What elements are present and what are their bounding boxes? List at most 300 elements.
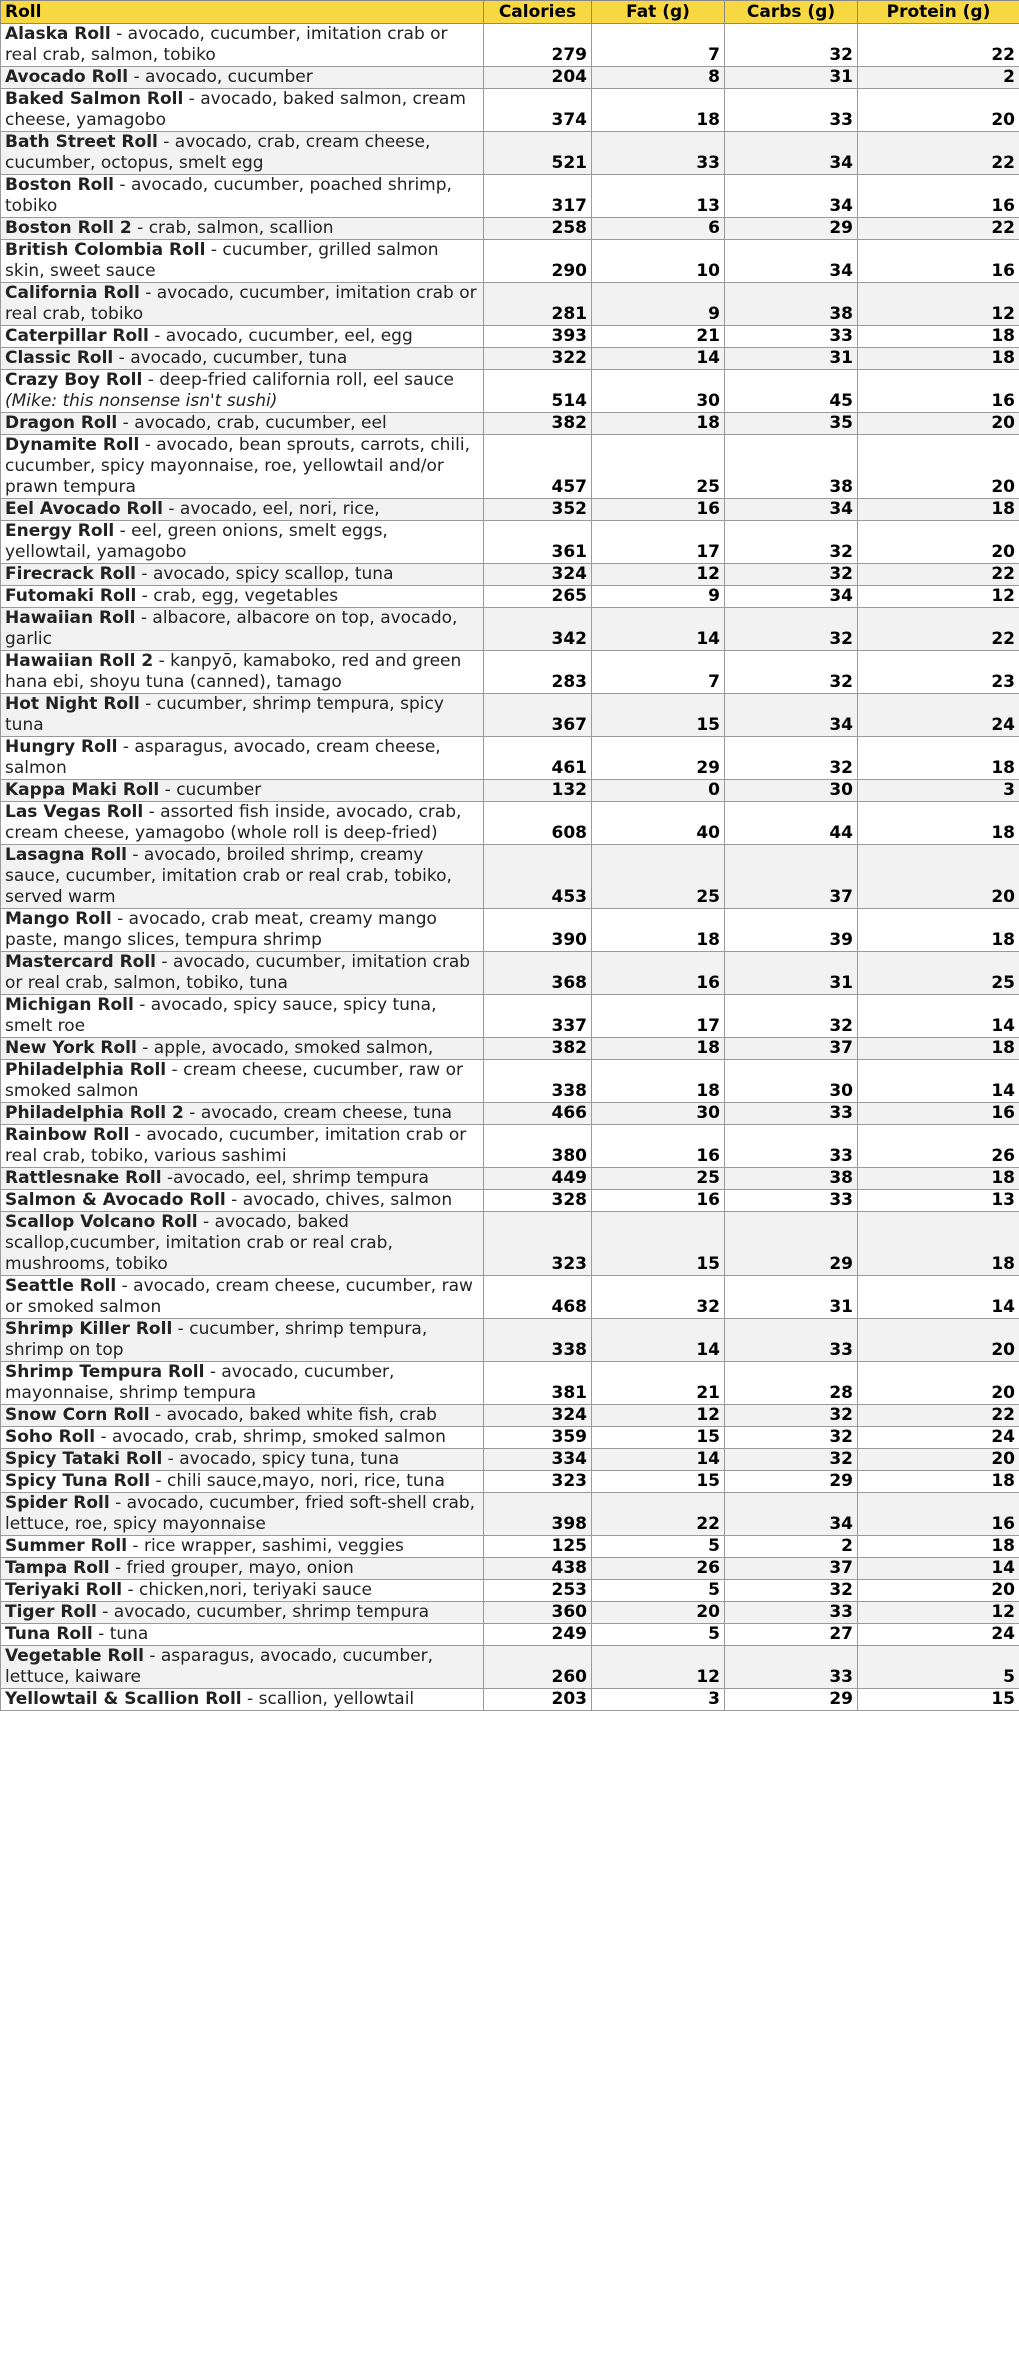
roll-ingredients: - avocado, cucumber, imitation crab or real crab, salmon, tobiko (5, 24, 448, 65)
protein-cell: 25 (858, 952, 1019, 995)
protein-cell: 20 (858, 521, 1019, 564)
carbs-cell: 32 (725, 24, 858, 67)
protein-cell: 16 (858, 1103, 1019, 1125)
fat-cell: 7 (592, 651, 725, 694)
roll-name: Eel Avocado Roll (5, 499, 163, 519)
roll-name: Shrimp Killer Roll (5, 1319, 173, 1339)
roll-cell (1, 1125, 484, 1168)
roll-cell (1, 348, 484, 370)
protein-cell: 22 (858, 608, 1019, 651)
roll-ingredients: - avocado, spicy sauce, spicy tuna, smelt roe (5, 995, 437, 1036)
protein-cell: 18 (858, 1536, 1019, 1558)
calories-cell: 258 (484, 218, 592, 240)
roll-name: Crazy Boy Roll (5, 370, 143, 390)
carbs-cell: 38 (725, 283, 858, 326)
calories-cell: 328 (484, 1190, 592, 1212)
roll-ingredients: - asparagus, avocado, cream cheese, salmon (5, 737, 441, 778)
calories-cell: 323 (484, 1471, 592, 1493)
fat-cell: 18 (592, 89, 725, 132)
calories-cell: 249 (484, 1624, 592, 1646)
roll-ingredients: - deep-fried california roll, eel sauce (142, 370, 454, 390)
protein-cell: 20 (858, 845, 1019, 909)
calories-cell: 449 (484, 1168, 592, 1190)
calories-cell: 381 (484, 1362, 592, 1405)
roll-ingredients: - avocado, cucumber, eel, egg (148, 326, 413, 346)
roll-cell (1, 89, 484, 132)
table-row (1, 1449, 1019, 1471)
table-row (1, 1190, 1019, 1212)
protein-cell: 20 (858, 1362, 1019, 1405)
roll-cell (1, 845, 484, 909)
roll-name: Spicy Tuna Roll (5, 1471, 151, 1491)
roll-cell (1, 694, 484, 737)
roll-name: Salmon & Avocado Roll (5, 1190, 226, 1210)
protein-cell: 20 (858, 89, 1019, 132)
carbs-cell: 32 (725, 1449, 858, 1471)
roll-name: Tampa Roll (5, 1558, 110, 1578)
carbs-cell: 38 (725, 435, 858, 499)
table-row (1, 1689, 1019, 1711)
table-row (1, 413, 1019, 435)
roll-name: Avocado Roll (5, 67, 129, 87)
carbs-cell: 33 (725, 326, 858, 348)
calories-cell: 342 (484, 608, 592, 651)
table-row (1, 1624, 1019, 1646)
calories-cell: 324 (484, 564, 592, 586)
protein-cell: 24 (858, 1427, 1019, 1449)
calories-cell: 290 (484, 240, 592, 283)
protein-cell: 18 (858, 348, 1019, 370)
roll-ingredients: - fried grouper, mayo, onion (109, 1558, 354, 1578)
carbs-cell: 32 (725, 651, 858, 694)
carbs-cell: 37 (725, 1558, 858, 1580)
fat-cell: 9 (592, 586, 725, 608)
calories-cell: 253 (484, 1580, 592, 1602)
calories-cell: 466 (484, 1103, 592, 1125)
roll-cell (1, 1362, 484, 1405)
protein-cell: 18 (858, 1212, 1019, 1276)
protein-cell: 23 (858, 651, 1019, 694)
fat-cell: 7 (592, 24, 725, 67)
fat-cell: 25 (592, 435, 725, 499)
carbs-cell: 44 (725, 802, 858, 845)
roll-ingredients: - avocado, cucumber, tuna (113, 348, 348, 368)
table-row (1, 89, 1019, 132)
protein-cell: 3 (858, 780, 1019, 802)
fat-cell: 16 (592, 1125, 725, 1168)
calories-cell: 438 (484, 1558, 592, 1580)
protein-cell: 22 (858, 564, 1019, 586)
roll-ingredients: - avocado, cucumber, imitation crab or real crab, tobiko (5, 283, 477, 324)
table-row (1, 1471, 1019, 1493)
roll-cell (1, 1493, 484, 1536)
roll-cell (1, 651, 484, 694)
calories-cell: 323 (484, 1212, 592, 1276)
fat-cell: 25 (592, 1168, 725, 1190)
calories-cell: 368 (484, 952, 592, 995)
roll-cell (1, 370, 484, 413)
roll-cell (1, 586, 484, 608)
roll-cell (1, 780, 484, 802)
carbs-cell: 31 (725, 1276, 858, 1319)
roll-ingredients: - avocado, spicy scallop, tuna (136, 564, 394, 584)
roll-name: Spicy Tataki Roll (5, 1449, 163, 1469)
roll-ingredients: - avocado, cucumber, shrimp tempura (96, 1602, 430, 1622)
protein-cell: 18 (858, 1471, 1019, 1493)
fat-cell: 5 (592, 1536, 725, 1558)
carbs-cell: 31 (725, 67, 858, 89)
roll-ingredients: - kanpyō, kamaboko, red and green hana ebi, shoyu tuna (canned), tamago (5, 651, 462, 692)
calories-cell: 453 (484, 845, 592, 909)
carbs-cell: 34 (725, 586, 858, 608)
header-row (1, 1, 1019, 24)
fat-cell: 12 (592, 1405, 725, 1427)
calories-cell: 338 (484, 1319, 592, 1362)
roll-ingredients: - crab, salmon, scallion (131, 218, 334, 238)
fat-cell: 29 (592, 737, 725, 780)
carbs-cell: 28 (725, 1362, 858, 1405)
roll-cell (1, 608, 484, 651)
table-row (1, 348, 1019, 370)
roll-ingredients: - avocado, baked salmon, cream cheese, yamagobo (5, 89, 466, 130)
roll-name: Dragon Roll (5, 413, 118, 433)
carbs-cell: 30 (725, 780, 858, 802)
roll-name: Hawaiian Roll 2 (5, 651, 154, 671)
table-row (1, 780, 1019, 802)
table-row (1, 586, 1019, 608)
protein-cell: 14 (858, 1558, 1019, 1580)
carbs-cell: 32 (725, 1405, 858, 1427)
table-row (1, 694, 1019, 737)
roll-cell (1, 564, 484, 586)
calories-cell: 283 (484, 651, 592, 694)
table-row (1, 1168, 1019, 1190)
calories-cell: 359 (484, 1427, 592, 1449)
protein-cell: 26 (858, 1125, 1019, 1168)
carbs-cell: 33 (725, 1125, 858, 1168)
protein-cell: 18 (858, 909, 1019, 952)
header-protein: Protein (g) (858, 1, 1019, 24)
table-row (1, 24, 1019, 67)
roll-name: Shrimp Tempura Roll (5, 1362, 205, 1382)
fat-cell: 13 (592, 175, 725, 218)
roll-cell (1, 1602, 484, 1624)
table-row (1, 1602, 1019, 1624)
protein-cell: 18 (858, 1168, 1019, 1190)
table-row (1, 1362, 1019, 1405)
roll-ingredients: - avocado, broiled shrimp, creamy sauce, cucumber, imitation crab or real crab, tobiko, served warm (5, 845, 452, 907)
calories-cell: 468 (484, 1276, 592, 1319)
roll-name: Firecrack Roll (5, 564, 137, 584)
fat-cell: 33 (592, 132, 725, 175)
carbs-cell: 33 (725, 1646, 858, 1689)
table-row (1, 1103, 1019, 1125)
fat-cell: 12 (592, 564, 725, 586)
roll-cell (1, 521, 484, 564)
table-row (1, 1212, 1019, 1276)
carbs-cell: 45 (725, 370, 858, 413)
table-row (1, 218, 1019, 240)
fat-cell: 6 (592, 218, 725, 240)
carbs-cell: 39 (725, 909, 858, 952)
protein-cell: 12 (858, 283, 1019, 326)
protein-cell: 14 (858, 995, 1019, 1038)
fat-cell: 15 (592, 694, 725, 737)
protein-cell: 24 (858, 694, 1019, 737)
table-row (1, 1558, 1019, 1580)
carbs-cell: 37 (725, 1038, 858, 1060)
roll-cell (1, 1168, 484, 1190)
carbs-cell: 31 (725, 952, 858, 995)
protein-cell: 20 (858, 435, 1019, 499)
table-row (1, 564, 1019, 586)
table-row (1, 132, 1019, 175)
protein-cell: 16 (858, 1493, 1019, 1536)
roll-cell (1, 1646, 484, 1689)
roll-name: Las Vegas Roll (5, 802, 144, 822)
roll-ingredients: - avocado, baked scallop,cucumber, imitation crab or real crab, mushrooms, tobiko (5, 1212, 393, 1274)
roll-ingredients: - crab, egg, vegetables (136, 586, 339, 606)
protein-cell: 20 (858, 1319, 1019, 1362)
roll-name: Lasagna Roll (5, 845, 127, 865)
roll-ingredients: - avocado, crab, cream cheese, cucumber, octopus, smelt egg (5, 132, 431, 173)
roll-cell (1, 1449, 484, 1471)
table-row (1, 1427, 1019, 1449)
header-carbs: Carbs (g) (725, 1, 858, 24)
roll-ingredients: - cucumber (159, 780, 262, 800)
roll-name: Mastercard Roll (5, 952, 156, 972)
roll-cell (1, 1405, 484, 1427)
protein-cell: 18 (858, 737, 1019, 780)
fat-cell: 16 (592, 499, 725, 521)
carbs-cell: 32 (725, 737, 858, 780)
calories-cell: 380 (484, 1125, 592, 1168)
carbs-cell: 32 (725, 1427, 858, 1449)
calories-cell: 125 (484, 1536, 592, 1558)
carbs-cell: 35 (725, 413, 858, 435)
calories-cell: 334 (484, 1449, 592, 1471)
protein-cell: 16 (858, 370, 1019, 413)
roll-name: Dynamite Roll (5, 435, 140, 455)
carbs-cell: 32 (725, 608, 858, 651)
carbs-cell: 29 (725, 1212, 858, 1276)
roll-name: Futomaki Roll (5, 586, 137, 606)
table-row (1, 370, 1019, 413)
calories-cell: 393 (484, 326, 592, 348)
fat-cell: 3 (592, 1689, 725, 1711)
carbs-cell: 34 (725, 240, 858, 283)
roll-name: Spider Roll (5, 1493, 110, 1513)
roll-ingredients: - avocado, cucumber, imitation crab or real crab, tobiko, various sashimi (5, 1125, 467, 1166)
roll-name: Baked Salmon Roll (5, 89, 184, 109)
table-row (1, 1060, 1019, 1103)
roll-cell (1, 909, 484, 952)
roll-ingredients: - avocado, bean sprouts, carrots, chili, cucumber, spicy mayonnaise, roe, yellowtail and/or prawn tempura (5, 435, 471, 497)
roll-cell (1, 1471, 484, 1493)
fat-cell: 21 (592, 1362, 725, 1405)
carbs-cell: 34 (725, 499, 858, 521)
roll-name: Energy Roll (5, 521, 115, 541)
roll-name: Summer Roll (5, 1536, 128, 1556)
roll-name: Teriyaki Roll (5, 1580, 123, 1600)
carbs-cell: 29 (725, 1471, 858, 1493)
carbs-cell: 37 (725, 845, 858, 909)
roll-cell (1, 1689, 484, 1711)
calories-cell: 367 (484, 694, 592, 737)
roll-cell (1, 1276, 484, 1319)
carbs-cell: 32 (725, 564, 858, 586)
roll-cell (1, 1580, 484, 1602)
protein-cell: 18 (858, 802, 1019, 845)
calories-cell: 338 (484, 1060, 592, 1103)
roll-cell (1, 283, 484, 326)
fat-cell: 20 (592, 1602, 725, 1624)
roll-ingredients: - chili sauce,mayo, nori, rice, tuna (150, 1471, 445, 1491)
table-row (1, 802, 1019, 845)
table-row (1, 1580, 1019, 1602)
header-calories: Calories (484, 1, 592, 24)
fat-cell: 5 (592, 1624, 725, 1646)
roll-note: (Mike: this nonsense isn't sushi) (5, 391, 278, 411)
calories-cell: 360 (484, 1602, 592, 1624)
roll-name: Bath Street Roll (5, 132, 158, 152)
calories-cell: 317 (484, 175, 592, 218)
roll-cell (1, 995, 484, 1038)
table-row (1, 909, 1019, 952)
roll-ingredients: - avocado, cream cheese, tuna (183, 1103, 453, 1123)
roll-cell (1, 175, 484, 218)
roll-cell (1, 1038, 484, 1060)
roll-name: Caterpillar Roll (5, 326, 149, 346)
protein-cell: 15 (858, 1689, 1019, 1711)
roll-name: Philadelphia Roll 2 (5, 1103, 184, 1123)
calories-cell: 204 (484, 67, 592, 89)
roll-ingredients: - assorted fish inside, avocado, crab, cream cheese, yamagobo (whole roll is deep-fried) (5, 802, 462, 843)
roll-name: Classic Roll (5, 348, 114, 368)
protein-cell: 22 (858, 1405, 1019, 1427)
carbs-cell: 34 (725, 175, 858, 218)
roll-cell (1, 413, 484, 435)
roll-name: Yellowtail & Scallion Roll (5, 1689, 242, 1709)
fat-cell: 5 (592, 1580, 725, 1602)
table-row (1, 1319, 1019, 1362)
calories-cell: 322 (484, 348, 592, 370)
table-row (1, 283, 1019, 326)
calories-cell: 608 (484, 802, 592, 845)
fat-cell: 18 (592, 413, 725, 435)
roll-ingredients: - avocado, cream cheese, cucumber, raw or smoked salmon (5, 1276, 473, 1317)
roll-name: Hot Night Roll (5, 694, 140, 714)
calories-cell: 461 (484, 737, 592, 780)
roll-ingredients: - tuna (92, 1624, 149, 1644)
carbs-cell: 34 (725, 132, 858, 175)
roll-ingredients: - avocado, eel, nori, rice, (162, 499, 380, 519)
fat-cell: 16 (592, 952, 725, 995)
roll-ingredients: - asparagus, avocado, cucumber, lettuce, kaiware (5, 1646, 434, 1687)
roll-cell (1, 737, 484, 780)
roll-cell (1, 1060, 484, 1103)
table-row (1, 1493, 1019, 1536)
roll-name: Boston Roll (5, 175, 115, 195)
fat-cell: 17 (592, 521, 725, 564)
roll-name: Seattle Roll (5, 1276, 117, 1296)
fat-cell: 40 (592, 802, 725, 845)
roll-name: Hawaiian Roll (5, 608, 136, 628)
table-row (1, 1646, 1019, 1689)
table-row (1, 521, 1019, 564)
fat-cell: 15 (592, 1212, 725, 1276)
fat-cell: 12 (592, 1646, 725, 1689)
roll-cell (1, 1190, 484, 1212)
carbs-cell: 33 (725, 1319, 858, 1362)
protein-cell: 22 (858, 24, 1019, 67)
roll-cell (1, 326, 484, 348)
fat-cell: 32 (592, 1276, 725, 1319)
protein-cell: 14 (858, 1060, 1019, 1103)
carbs-cell: 30 (725, 1060, 858, 1103)
calories-cell: 398 (484, 1493, 592, 1536)
roll-name: Kappa Maki Roll (5, 780, 160, 800)
calories-cell: 132 (484, 780, 592, 802)
protein-cell: 18 (858, 326, 1019, 348)
roll-name: Mango Roll (5, 909, 112, 929)
table-row (1, 435, 1019, 499)
roll-cell (1, 499, 484, 521)
roll-ingredients: - cucumber, shrimp tempura, shrimp on top (5, 1319, 428, 1360)
protein-cell: 14 (858, 1276, 1019, 1319)
table-row (1, 1276, 1019, 1319)
roll-name: California Roll (5, 283, 140, 303)
calories-cell: 281 (484, 283, 592, 326)
carbs-cell: 29 (725, 218, 858, 240)
calories-cell: 521 (484, 132, 592, 175)
roll-ingredients: - scallion, yellowtail (241, 1689, 415, 1709)
fat-cell: 14 (592, 1319, 725, 1362)
protein-cell: 5 (858, 1646, 1019, 1689)
protein-cell: 12 (858, 1602, 1019, 1624)
fat-cell: 14 (592, 1449, 725, 1471)
fat-cell: 15 (592, 1427, 725, 1449)
fat-cell: 10 (592, 240, 725, 283)
roll-cell (1, 132, 484, 175)
roll-name: Hungry Roll (5, 737, 118, 757)
protein-cell: 20 (858, 413, 1019, 435)
roll-name: Tuna Roll (5, 1624, 93, 1644)
protein-cell: 16 (858, 175, 1019, 218)
protein-cell: 12 (858, 586, 1019, 608)
calories-cell: 457 (484, 435, 592, 499)
table-row (1, 175, 1019, 218)
roll-ingredients: - apple, avocado, smoked salmon, (136, 1038, 434, 1058)
protein-cell: 18 (858, 1038, 1019, 1060)
calories-cell: 324 (484, 1405, 592, 1427)
fat-cell: 18 (592, 909, 725, 952)
calories-cell: 337 (484, 995, 592, 1038)
roll-ingredients: - avocado, cucumber, poached shrimp, tobiko (5, 175, 452, 216)
calories-cell: 390 (484, 909, 592, 952)
protein-cell: 13 (858, 1190, 1019, 1212)
roll-ingredients: - avocado, cucumber (128, 67, 313, 87)
roll-cell (1, 1212, 484, 1276)
fat-cell: 9 (592, 283, 725, 326)
calories-cell: 382 (484, 1038, 592, 1060)
calories-cell: 260 (484, 1646, 592, 1689)
roll-ingredients: - avocado, crab, shrimp, smoked salmon (95, 1427, 446, 1447)
header-fat: Fat (g) (592, 1, 725, 24)
fat-cell: 21 (592, 326, 725, 348)
calories-cell: 352 (484, 499, 592, 521)
protein-cell: 20 (858, 1580, 1019, 1602)
